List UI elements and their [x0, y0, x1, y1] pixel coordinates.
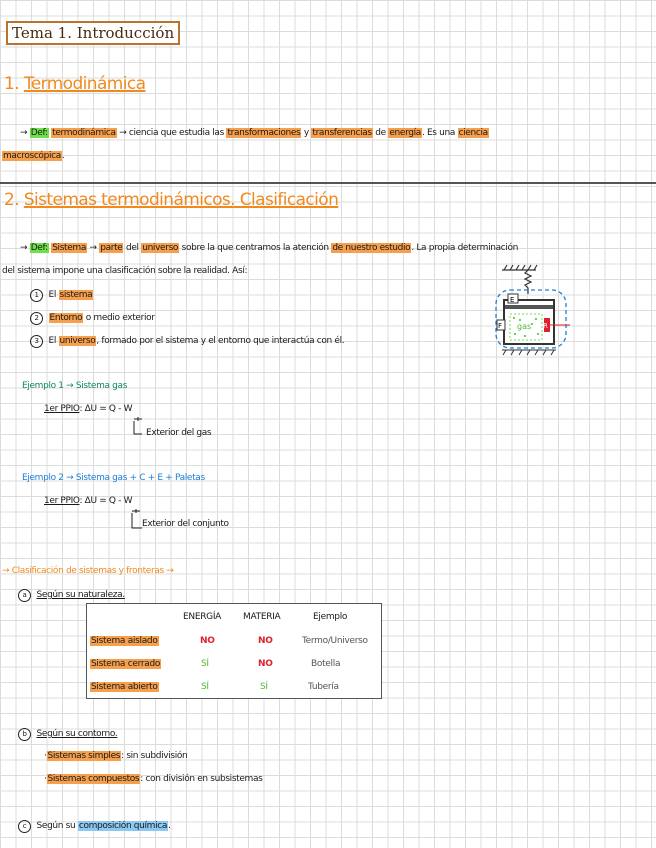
section-2-title: Sistemas termodinámicos. Clasificación — [23, 190, 339, 210]
cell-ejemplo: Termo/Universo — [302, 636, 368, 646]
section-2-number: 2. — [4, 190, 20, 210]
ceiling-hatch — [502, 265, 537, 270]
def-text-3: de — [375, 128, 386, 138]
equation: : ΔU = Q - W — [79, 496, 133, 506]
def-text-1: → ciencia que estudia las — [119, 128, 224, 138]
classification-title: → Clasificación de sistemas y fronteras → — [2, 566, 174, 576]
item-number: 1 — [30, 289, 43, 302]
criterion-b — [18, 728, 117, 741]
section-divider — [0, 182, 656, 184]
list-item — [30, 289, 93, 302]
criterion-highlight: composición química — [78, 821, 168, 831]
page-title: Tema 1. Introducción — [6, 21, 180, 45]
cell-energia: SÍ — [201, 682, 209, 692]
cell-energia: SÍ — [201, 659, 209, 669]
def-text-4: . Es una — [421, 128, 456, 138]
example-2-equation — [44, 496, 132, 506]
keyword-macroscopica: macroscópica — [3, 151, 61, 161]
section-1-number: 1. — [4, 74, 20, 94]
criterion-a — [18, 589, 125, 602]
keyword-ciencia: ciencia — [458, 128, 488, 138]
def-arrow: → — [20, 243, 28, 253]
keyword-universo: universo — [142, 243, 179, 253]
item-post: o medio exterior — [85, 313, 155, 323]
criterion-letter: a — [18, 589, 31, 602]
cell-materia: NO — [258, 659, 273, 669]
table-header: ENERGÍA — [183, 612, 222, 622]
term-termodinamica: termodinámica — [52, 128, 116, 138]
equation: : ΔU = Q - W — [79, 404, 133, 414]
def-text-1: → — [89, 243, 97, 253]
example-1-title: Ejemplo 1 → Sistema gas — [22, 381, 128, 391]
keyword-energia: energía — [389, 128, 421, 138]
section-2-definition — [20, 243, 518, 253]
keyword-parte: parte — [100, 243, 123, 253]
label-right: R — [543, 322, 548, 330]
cell-ejemplo: Tubería — [308, 682, 339, 692]
def-text-3: sobre la que centramos la atención — [181, 243, 329, 253]
item-pre: El — [48, 336, 57, 346]
cell-materia: NO — [258, 636, 273, 646]
item-highlight: Sistemas simples — [47, 751, 121, 761]
item-highlight: sistema — [59, 290, 93, 300]
cell-energia: NO — [200, 636, 215, 646]
criterion-post: . — [168, 821, 171, 831]
table-header: MATERIA — [243, 612, 281, 622]
def-text-2: y — [303, 128, 309, 138]
criterion-c — [18, 820, 171, 833]
table-row — [90, 636, 159, 646]
item-highlight: Sistemas compuestos — [47, 774, 140, 784]
section-2-heading — [4, 190, 338, 210]
cell-ejemplo: Botella — [311, 659, 341, 669]
table-header: Ejemplo — [313, 612, 348, 622]
section-1-definition — [20, 128, 489, 138]
def-text-5: . — [61, 151, 65, 161]
row-name: Sistema aislado — [91, 636, 158, 646]
def-tag: Def: — [30, 243, 48, 253]
criterion-letter: b — [18, 728, 31, 741]
list-item — [44, 774, 262, 784]
section-2-definition-cont: del sistema impone una clasificación sobre la realidad. Así: — [2, 266, 248, 276]
item-highlight: Entorno — [49, 313, 83, 323]
item-number: 3 — [30, 335, 43, 348]
row-name: Sistema abierto — [91, 682, 158, 692]
list-item — [44, 751, 187, 761]
bracket-arrow-icon — [128, 416, 148, 438]
def-text-2: del — [126, 243, 139, 253]
keyword-transferencias: transferencias — [312, 128, 372, 138]
item-post: , formado por el sistema y el entorno que interactúa con él. — [96, 336, 345, 346]
criterion-letter: c — [18, 820, 31, 833]
term-sistema: Sistema — [52, 243, 86, 253]
gas-label: gas — [517, 322, 532, 331]
row-name: Sistema cerrado — [91, 659, 161, 669]
list-item — [30, 335, 344, 348]
example-2-title: Ejemplo 2 → Sistema gas + C + E + Paletas — [22, 473, 205, 483]
label-top: E — [510, 296, 515, 304]
system-diagram — [488, 262, 578, 358]
criterion-text: Según su naturaleza. — [36, 590, 125, 600]
item-rest: : con división en subsistemas — [140, 774, 263, 784]
section-1-title: Termodinámica — [23, 74, 146, 94]
def-arrow: → — [20, 128, 28, 138]
ppio-label: 1er PPIO — [44, 404, 80, 414]
criterion-text: Según su contorno. — [36, 729, 118, 739]
bullet: · — [44, 774, 47, 784]
item-number: 2 — [30, 312, 43, 325]
piston — [505, 305, 553, 309]
section-1-definition-cont — [2, 151, 64, 161]
table-row — [90, 682, 159, 692]
example-2-note: Exterior del conjunto — [142, 519, 229, 529]
table-row — [90, 659, 161, 669]
item-rest: : sin subdivisión — [121, 751, 188, 761]
section-1-heading — [4, 74, 145, 94]
ppio-label: 1er PPIO — [44, 496, 80, 506]
item-pre: El — [48, 290, 57, 300]
list-item — [30, 312, 155, 325]
example-1-equation — [44, 404, 132, 414]
floor-hatch — [502, 350, 556, 355]
item-highlight: universo — [59, 336, 96, 346]
def-text-4: . La propia determinación — [411, 243, 519, 253]
example-1-note: Exterior del gas — [146, 428, 212, 438]
def-tag: Def: — [30, 128, 48, 138]
cell-materia: SÍ — [260, 682, 268, 692]
criterion-pre: Según su — [36, 821, 76, 831]
keyword-transformaciones: transformaciones — [227, 128, 301, 138]
label-side: F — [498, 322, 503, 330]
keyword-estudio: de nuestro estudio — [332, 243, 411, 253]
bullet: · — [44, 751, 47, 761]
